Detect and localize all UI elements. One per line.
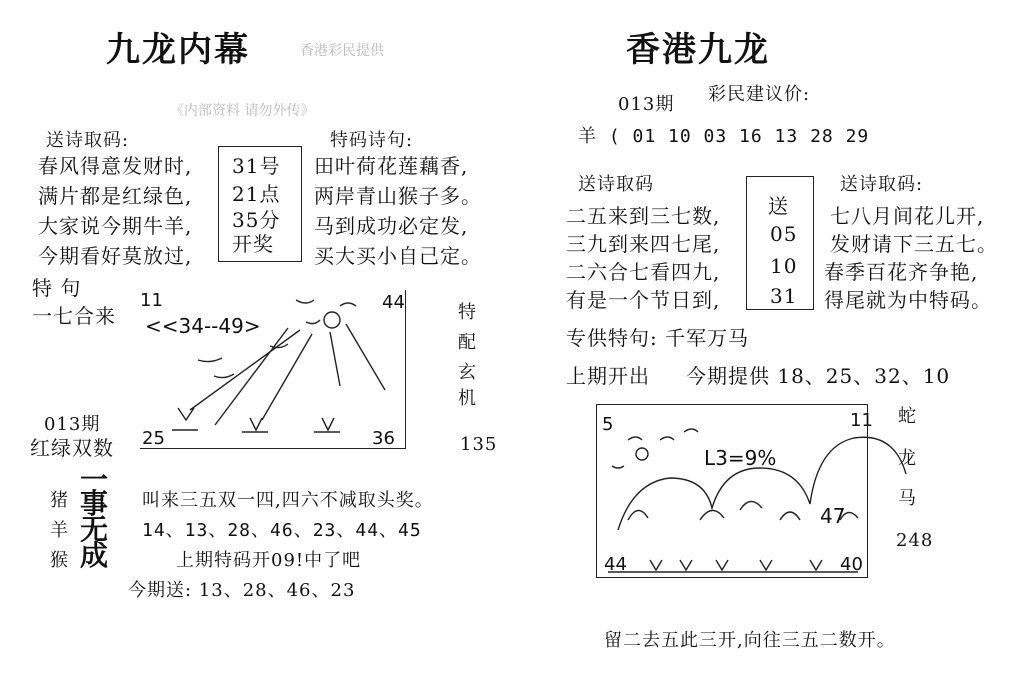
left-side-hint: 机 (458, 388, 477, 409)
left-drawing-number: 36 (372, 428, 395, 449)
right-drawing-number: 5 (602, 414, 614, 435)
left-box-line: 开奖 (232, 232, 274, 256)
right-poem-line: 七八月间花儿开, (830, 204, 985, 228)
left-special-phrase-heading: 特 句 (32, 276, 82, 300)
big-char: 无 (80, 513, 109, 546)
right-send-poem-line: 二六合七看四九, (566, 260, 721, 284)
left-tagline: 《内部资料 请勿外传》 (170, 103, 315, 119)
big-char: 成 (80, 539, 109, 572)
right-poem-line: 得尾就为中特码。 (824, 288, 992, 312)
right-send-poem-line: 三九到来四七尾, (566, 232, 721, 256)
right-side-animal: 马 (898, 488, 917, 509)
right-box-line: 31 (770, 284, 798, 308)
left-drawing-hint: <<34--49> (145, 314, 261, 338)
left-line3: 上期特码开09!中了吧 (176, 550, 362, 571)
right-side-animal: 龙 (898, 448, 917, 469)
left-send-poem-line: 春风得意发财时, (38, 154, 193, 178)
right-sheep-line: 羊 ( 01 10 03 16 13 28 29 (578, 126, 870, 147)
left-special-phrase-text: 一七合来 (32, 304, 116, 328)
right-drawing-number: 47 (820, 504, 846, 528)
animal-label: 猪 (50, 490, 69, 511)
right-send-poem-line: 有是一个节日到, (566, 288, 721, 312)
left-drawing-number: 25 (142, 428, 165, 449)
left-issue: 013期 (44, 414, 101, 435)
left-special-poem-line: 买大买小自己定。 (314, 244, 482, 268)
right-drawing-number: 40 (840, 554, 863, 575)
right-special-phrase: 专供特句: 千军万马 (566, 326, 750, 350)
left-side-hint: 配 (458, 332, 477, 353)
left-drawing-number: 11 (140, 290, 163, 311)
left-box-line: 35分 (232, 208, 281, 232)
right-offer: 今期提供 18、25、32、10 (686, 364, 951, 388)
right-price-label: 彩民建议价: (708, 84, 811, 105)
right-title: 香港九龙 (626, 30, 770, 70)
right-drawing-number: 44 (604, 554, 627, 575)
right-box-line: 送 (768, 194, 789, 218)
left-drawing-number: 44 (382, 292, 405, 313)
left-send-poem-line: 今期看好莫放过, (38, 244, 193, 268)
left-title: 九龙内幕 (106, 30, 250, 70)
left-box-line: 21点 (232, 182, 281, 206)
right-number-right: 248 (896, 530, 934, 551)
left-box-line: 31号 (232, 154, 281, 178)
left-line4: 今期送: 13、28、46、23 (128, 580, 356, 601)
big-char: 一 (80, 463, 109, 496)
left-special-poem-line: 两岸青山猴子多。 (314, 184, 482, 208)
left-line2: 14、13、28、46、23、44、45 (142, 520, 422, 541)
right-footer: 留二去五此三开,向往三五二数开。 (604, 630, 896, 651)
right-poem-line: 发财请下三五七。 (830, 232, 998, 256)
right-poem-line: 春季百花齐争艳, (824, 260, 979, 284)
right-send-poem-heading: 送诗取码 (578, 174, 654, 195)
left-send-poem-line: 大家说今期牛羊, (38, 214, 193, 238)
left-send-poem-heading: 送诗取码: (46, 130, 130, 151)
left-side-hint: 特 (458, 302, 477, 323)
right-box-line: 05 (770, 222, 798, 246)
right-poem-heading: 送诗取码: (840, 174, 924, 195)
right-box-line: 10 (770, 254, 798, 278)
right-last-issue: 上期开出 (566, 364, 650, 388)
left-number-right: 135 (460, 434, 498, 455)
right-issue: 013期 (618, 94, 675, 115)
left-subtitle: 香港彩民提供 (300, 43, 384, 59)
left-sun-sketch (172, 300, 385, 432)
left-send-poem-line: 满片都是红绿色, (38, 184, 193, 208)
left-special-poem-heading: 特码诗句: (330, 130, 414, 151)
left-red-green: 红绿双数 (30, 436, 114, 460)
animal-label: 羊 (50, 520, 69, 541)
right-drawing-hint: L3=9% (704, 446, 777, 470)
right-side-animal: 蛇 (898, 406, 917, 427)
animal-label: 猴 (50, 550, 69, 571)
left-special-poem-line: 田叶荷花莲藕香, (314, 154, 469, 178)
big-char: 事 (80, 487, 109, 520)
left-line1: 叫来三五双一四,四六不减取头奖。 (142, 490, 434, 511)
left-side-hint: 玄 (458, 362, 477, 383)
right-send-poem-line: 二五来到三七数, (566, 204, 721, 228)
right-drawing-frame (596, 404, 868, 578)
right-drawing-number: 11 (850, 410, 873, 431)
left-special-poem-line: 马到成功必定发, (314, 214, 469, 238)
